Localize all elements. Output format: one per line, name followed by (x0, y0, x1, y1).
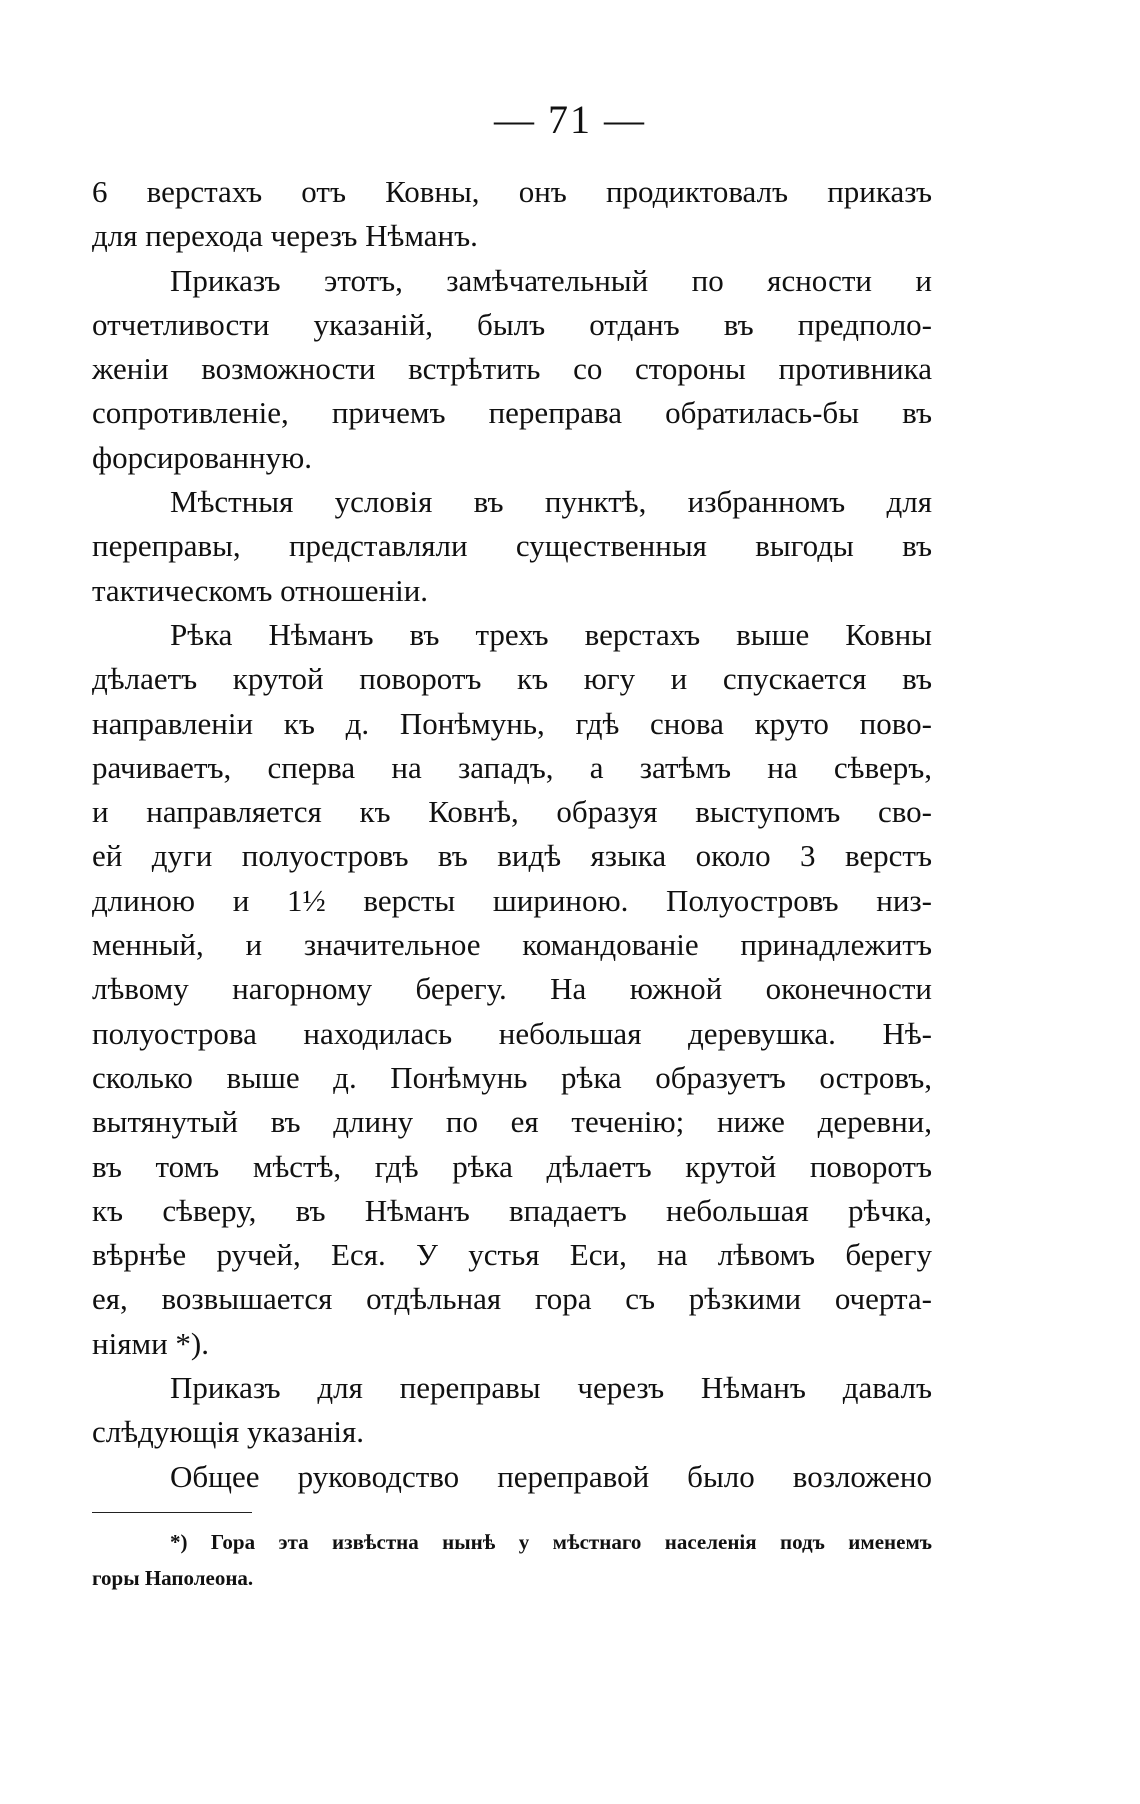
text-line: слѣдующія указанія. (92, 1414, 365, 1450)
text-line: ніями *). (92, 1325, 209, 1361)
text-line: женіи возможности встрѣтить со стороны противника (92, 351, 932, 387)
text-line: форсированную. (92, 439, 313, 475)
text-line: вѣрнѣе ручей, Еся. У устья Еси, на лѣвомъ берегу (92, 1237, 932, 1273)
text-line: направленіи къ д. Понѣмунь, гдѣ снова круто пово- (92, 705, 932, 741)
text-line: Приказъ для переправы черезъ Нѣманъ давалъ (170, 1370, 932, 1406)
text-line: Приказъ этотъ, замѣчательный по ясности и (170, 262, 932, 298)
text-line: отчетливости указаній, былъ отданъ въ предполо- (92, 306, 932, 342)
text-line: полуострова находилась небольшая деревушка. Нѣ- (92, 1015, 932, 1051)
text-line: менный, и значительное командованіе принадлежитъ (92, 927, 932, 963)
text-line: для перехода черезъ Нѣманъ. (92, 218, 478, 254)
body-text (92, 170, 932, 1499)
text-line: 6 верстахъ отъ Ковны, онъ продиктовалъ приказъ (92, 174, 932, 209)
text-line: ей дуги полуостровъ въ видѣ языка около 3 верстъ (92, 838, 932, 874)
footnote-line: *) Гора эта извѣстна нынѣ у мѣстнаго населенія подъ именемъ (170, 1530, 932, 1554)
footnote-line: горы Наполеона. (92, 1566, 254, 1590)
footnote (92, 1524, 932, 1596)
footnote-separator (92, 1512, 252, 1513)
text-line: тактическомъ отношеніи. (92, 572, 429, 608)
text-line: Рѣка Нѣманъ въ трехъ верстахъ выше Ковны (170, 616, 932, 652)
text-line: длиною и 1½ версты шириною. Полуостровъ низ- (92, 882, 932, 918)
text-line: рачиваетъ, сперва на западъ, а затѣмъ на сѣверъ, (92, 749, 932, 785)
text-line: сколько выше д. Понѣмунь рѣка образуетъ островъ, (92, 1059, 932, 1095)
text-line: переправы, представляли существенныя выгоды въ (92, 528, 932, 564)
text-line: вытянутый въ длину по ея теченію; ниже деревни, (92, 1104, 932, 1140)
text-line: дѣлаетъ крутой поворотъ къ югу и спускается въ (92, 661, 932, 697)
text-line: Общее руководство переправой было возложено (170, 1458, 932, 1494)
text-line: ея, возвышается отдѣльная гора съ рѣзкими очерта- (92, 1281, 932, 1317)
page-number: — 71 — (494, 97, 646, 142)
text-line: лѣвому нагорному берегу. На южной оконечности (92, 971, 932, 1007)
text-line: въ томъ мѣстѣ, гдѣ рѣка дѣлаетъ крутой поворотъ (92, 1148, 932, 1184)
text-line: сопротивленіе, причемъ переправа обратилась-бы въ (92, 395, 932, 431)
text-line: Мѣстныя условія въ пунктѣ, избранномъ для (170, 484, 932, 520)
text-line: и направляется къ Ковнѣ, образуя выступомъ сво- (92, 794, 932, 830)
text-line: къ сѣверу, въ Нѣманъ впадаетъ небольшая рѣчка, (92, 1192, 932, 1228)
